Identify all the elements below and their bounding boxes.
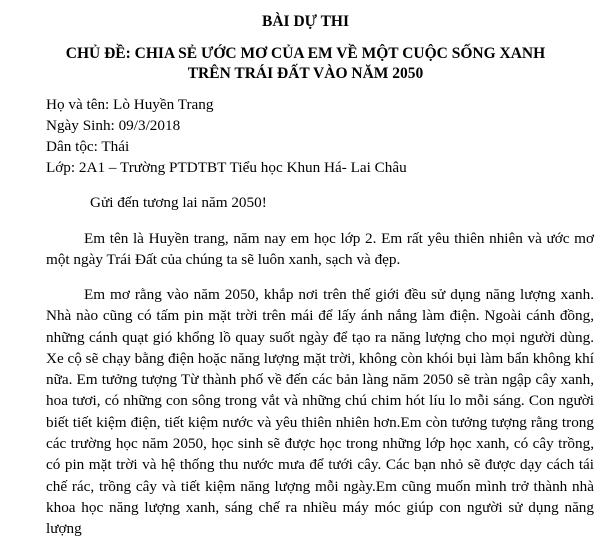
student-name: Họ và tên: Lò Huyền Trang — [46, 96, 214, 113]
student-ethnicity: Dân tộc: Thái — [46, 138, 130, 155]
greeting-line: Gửi đến tương lai năm 2050! — [90, 194, 267, 211]
document-subtitle — [0, 44, 611, 84]
document-title: BÀI DỰ THI — [262, 13, 349, 30]
paragraph-dream: Em mơ rằng vào năm 2050, khắp nơi trên thế giới đều sử dụng năng lượng xanh. Nhà nào cũng có tấm pin mặt trời trên mái để lấy ánh nắng làm điện. Ngoài cánh đồng, những cánh quạt gió khổng lồ quay suốt ngày để tạo ra năng lượng cho mọi người dùng. Xe cộ sẽ chạy bằng điện hoặc năng lượng mặt trời, không còn khói bụi làm bẩn không khí nữa. Em tưởng tượng Từ thành phố về đến các bản làng năm 2050 sẽ tràn ngập cây xanh, hoa tươi, có những con sông trong vắt và những chú chim hót líu lo mỗi sáng. Con người biết tiết kiệm điện, tiết kiệm nước và yêu thiên nhiên hơn.Em còn tưởng tượng rằng trong các trường học năm 2050, học sinh sẽ được học trong những lớp học xanh, có cây trồng, có pin mặt trời và hệ thống thu nước mưa để tưới cây. Các bạn nhỏ sẽ được dạy cách tái chế rác, trồng cây và tiết kiệm năng lượng mỗi ngày.Em cũng muốn mình trở thành nhà khoa học năng lượng xanh, sáng chế ra nhiều máy móc giúp con người sử dụng năng lượng — [46, 286, 594, 538]
paragraph-intro: Em tên là Huyền trang, năm nay em học lớp 2. Em rất yêu thiên nhiên và ước mơ một ngày Trái Đất của chúng ta sẽ luôn xanh, sạch và đẹp. — [46, 230, 594, 269]
subtitle-line-2: TRÊN TRÁI ĐẤT VÀO NĂM 2050 — [187, 65, 424, 82]
student-class: Lớp: 2A1 – Trường PTDTBT Tiểu học Khun Há- Lai Châu — [46, 159, 407, 176]
subtitle-line-1: CHỦ ĐỀ: CHIA SẺ ƯỚC MƠ CỦA EM VỀ MỘT CUỘC SỐNG XANH — [65, 45, 546, 62]
student-info — [46, 94, 407, 178]
student-dob: Ngày Sinh: 09/3/2018 — [46, 117, 181, 134]
